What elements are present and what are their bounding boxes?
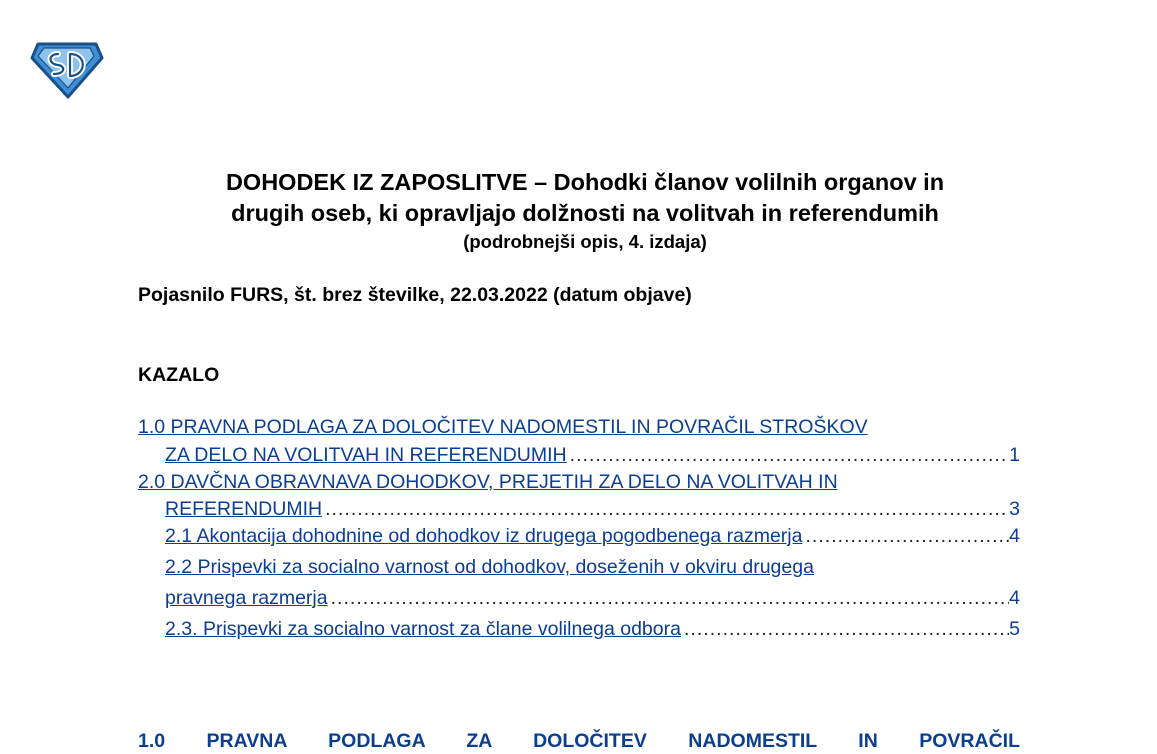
toc-page-number: 4 [1009, 525, 1020, 547]
toc-link[interactable]: 1.0 PRAVNA PODLAGA ZA DOLOČITEV NADOMESTIL IN POVRAČIL STROŠKOV [138, 416, 868, 438]
document-title [100, 167, 1070, 229]
toc-link[interactable]: 2.1 Akontacija dohodnine od dohodkov iz drugega pogodbenega razmerja [165, 525, 803, 547]
toc-link[interactable]: 2.3. Prispevki za socialno varnost za člane volilnega odbora [165, 618, 681, 640]
toc-entry[interactable] [165, 616, 1020, 642]
toc-entry[interactable] [165, 554, 1020, 580]
title-line-2: drugih oseb, ki opravljajo dolžnosti na volitvah in referendumih [231, 200, 939, 226]
toc-link[interactable]: 2.2 Prispevki za socialno varnost od dohodkov, doseženih v okviru drugega [165, 556, 814, 578]
toc-page-number: 3 [1009, 498, 1020, 520]
section-heading: 1.0 PRAVNA PODLAGA ZA DOLOČITEV NADOMESTIL IN POVRAČIL [138, 730, 1020, 752]
toc-link[interactable]: REFERENDUMIH [165, 498, 323, 520]
toc-entry[interactable] [165, 496, 1020, 522]
toc-leader-dots [570, 442, 1010, 468]
toc-leader-dots [325, 496, 1009, 522]
toc-leader-dots [805, 523, 1009, 549]
explanation-reference: Pojasnilo FURS, št. brez številke, 22.03.2022 (datum objave) [138, 284, 692, 306]
toc-link[interactable]: 2.0 DAVČNA OBRAVNAVA DOHODKOV, PREJETIH ZA DELO NA VOLITVAH IN [138, 471, 838, 493]
toc-entry[interactable] [138, 469, 1020, 495]
toc-entry[interactable] [165, 523, 1020, 549]
toc-leader-dots [331, 585, 1010, 611]
toc-entry[interactable] [165, 442, 1020, 468]
toc-link[interactable]: ZA DELO NA VOLITVAH IN REFERENDUMIH [165, 444, 567, 466]
toc-page-number: 1 [1009, 444, 1020, 466]
toc-page-number: 5 [1009, 618, 1020, 640]
title-line-1: DOHODEK IZ ZAPOSLITVE – Dohodki članov volilnih organov in [225, 169, 945, 195]
toc-entry[interactable] [138, 414, 1020, 440]
toc-leader-dots [684, 616, 1009, 642]
company-logo-icon [30, 40, 104, 100]
toc-page-number: 4 [1009, 587, 1020, 609]
toc-entry[interactable] [165, 585, 1020, 611]
toc-link[interactable]: pravnega razmerja [165, 587, 328, 609]
toc-heading: KAZALO [138, 364, 220, 386]
document-subtitle: (podrobnejši opis, 4. izdaja) [463, 231, 707, 252]
